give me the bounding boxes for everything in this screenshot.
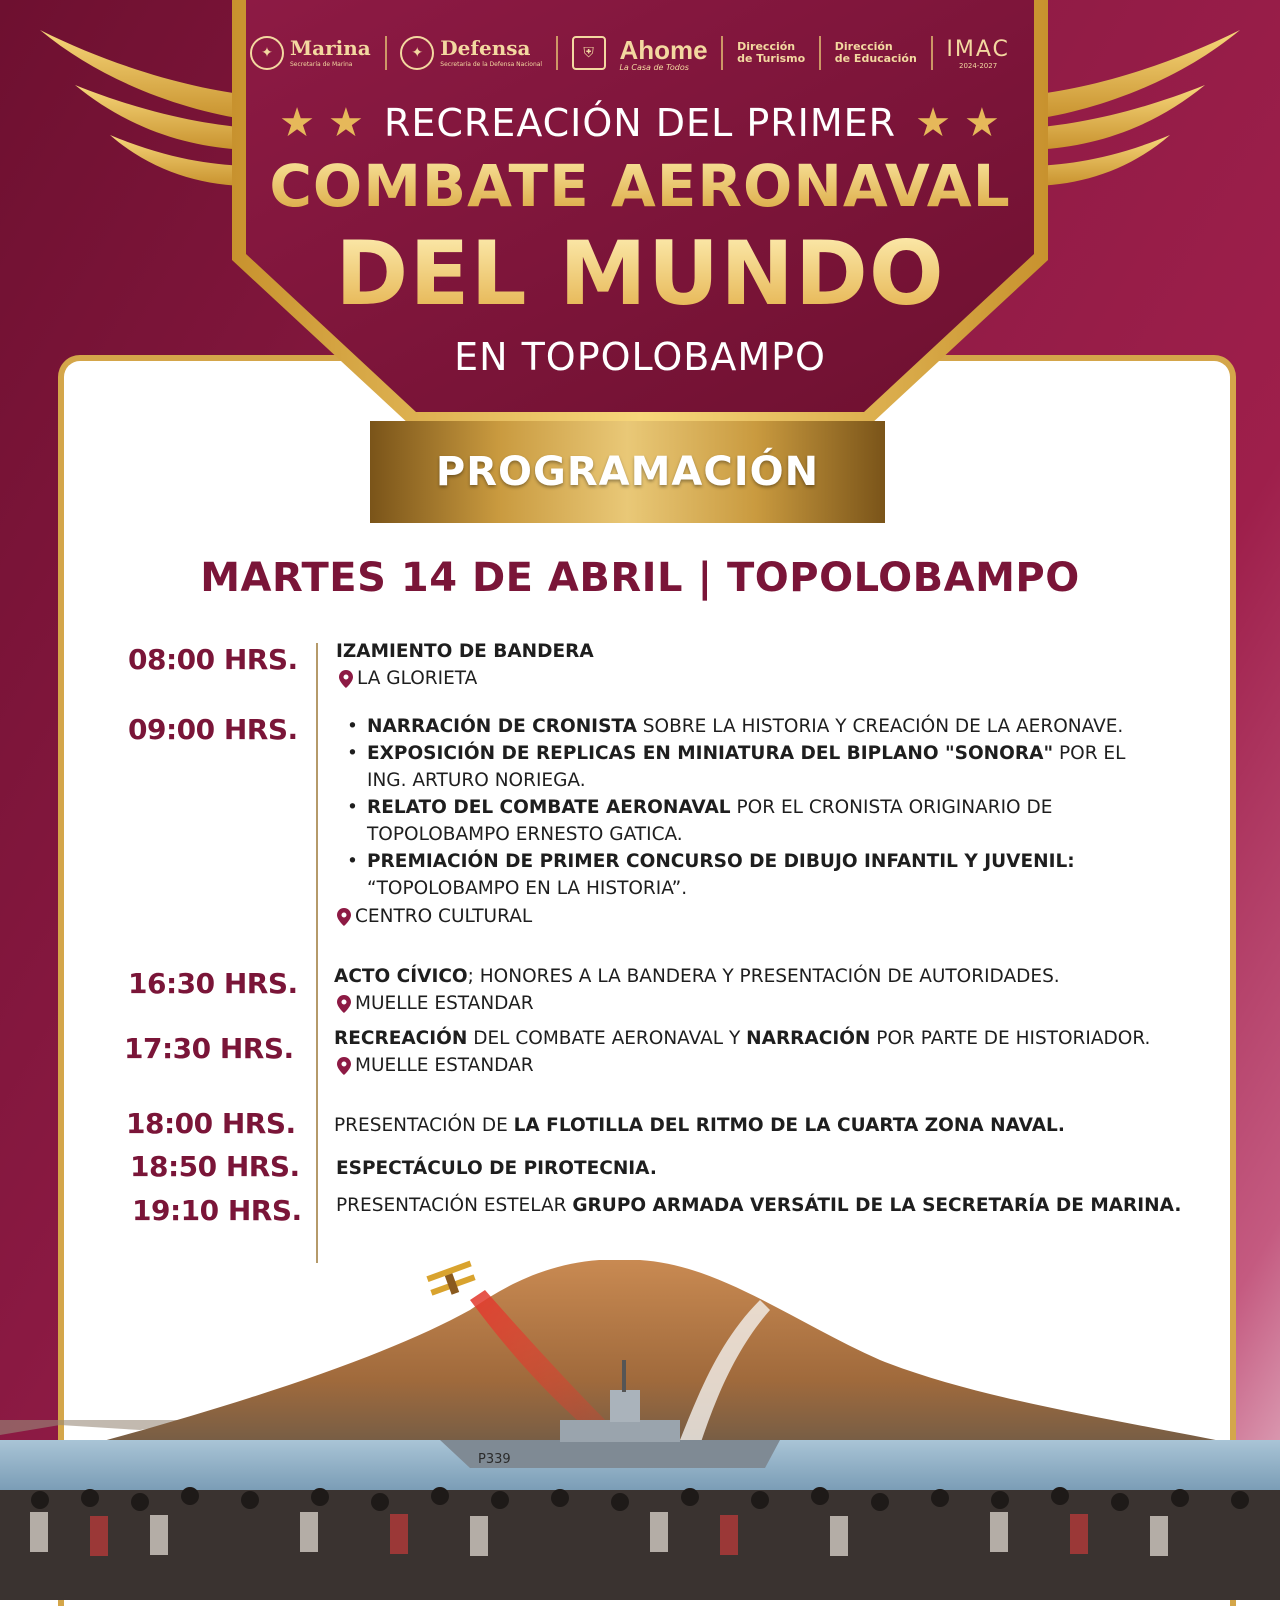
sponsor-logos — [250, 28, 1010, 78]
title-line-3: DEL MUNDO — [0, 222, 1280, 325]
title-line-2: COMBATE AERONAVAL — [0, 152, 1280, 220]
divider — [556, 36, 558, 70]
municipal-crest-icon: ⛨ — [572, 36, 606, 70]
eagle-seal-icon: ✦ — [250, 36, 284, 70]
divider — [931, 36, 933, 70]
event-time: 09:00 HRS. — [128, 713, 298, 746]
event-time: 16:30 HRS. — [128, 967, 298, 1000]
star-icon: ★ — [964, 100, 1001, 146]
programacion-banner: PROGRAMACIÓN — [370, 421, 885, 523]
event-title: ACTO CÍVICO; HONORES A LA BANDERA Y PRESENTACIÓN DE AUTORIDADES. — [334, 966, 1060, 987]
topolobampo-scene-illustration — [0, 1260, 1280, 1600]
event-location: MUELLE ESTANDAR — [337, 990, 534, 1017]
logo-ahome: Ahome La Casa de Todos — [619, 34, 708, 72]
divider — [385, 36, 387, 70]
timeline-divider — [316, 643, 318, 1263]
event-title: ESPECTÁCULO DE PIROTECNIA. — [336, 1158, 657, 1179]
location-pin-icon — [337, 995, 351, 1013]
divider — [721, 36, 723, 70]
event-time: 18:50 HRS. — [130, 1150, 300, 1183]
logo-imac: IMAC 2024-2027 — [946, 36, 1010, 70]
event-title: PRESENTACIÓN DE LA FLOTILLA DEL RITMO DE LA CUARTA ZONA NAVAL. — [334, 1115, 1065, 1136]
event-bullet-list — [345, 713, 1165, 902]
event-time: 19:10 HRS. — [132, 1194, 302, 1227]
event-location: LA GLORIETA — [339, 665, 477, 692]
event-location: CENTRO CULTURAL — [337, 903, 532, 930]
logo-defensa: ✦ Defensa Secretaría de la Defensa Nacional — [400, 36, 542, 70]
event-time: 18:00 HRS. — [126, 1107, 296, 1140]
star-icon: ★ — [328, 100, 365, 146]
ship-number: P339 — [478, 1452, 511, 1467]
biplane-icon — [426, 1261, 475, 1296]
list-item: • PREMIACIÓN DE PRIMER CONCURSO DE DIBUJO INFANTIL Y JUVENIL: “TOPOLOBAMPO EN LA HISTORIA”. — [345, 848, 1165, 902]
logo-turismo: Dirección de Turismo — [737, 39, 806, 65]
title-line-4: EN TOPOLOBAMPO — [454, 335, 826, 379]
event-time: 08:00 HRS. — [128, 643, 298, 676]
day-title: MARTES 14 DE ABRIL | TOPOLOBAMPO — [200, 555, 1080, 601]
logo-marina: ✦ Marina Secretaría de Marina — [250, 36, 371, 70]
star-icon: ★ — [915, 100, 952, 146]
location-pin-icon — [337, 908, 351, 926]
star-icon: ★ — [279, 100, 316, 146]
event-location: MUELLE ESTANDAR — [337, 1052, 534, 1079]
event-title: PRESENTACIÓN ESTELAR GRUPO ARMADA VERSÁTIL DE LA SECRETARÍA DE MARINA. — [336, 1195, 1182, 1216]
event-title: RECREACIÓN DEL COMBATE AERONAVAL Y NARRACIÓN POR PARTE DE HISTORIADOR. — [334, 1028, 1151, 1049]
event-time: 17:30 HRS. — [124, 1032, 294, 1065]
eagle-seal-icon: ✦ — [400, 36, 434, 70]
list-item: • EXPOSICIÓN DE REPLICAS EN MINIATURA DEL BIPLANO "SONORA" POR EL ING. ARTURO NORIEGA. — [345, 740, 1165, 794]
location-pin-icon — [339, 670, 353, 688]
event-title: IZAMIENTO DE BANDERA — [336, 641, 594, 662]
location-pin-icon — [337, 1057, 351, 1075]
logo-crest — [572, 36, 606, 70]
title-line-1: ★ ★ RECREACIÓN DEL PRIMER ★ ★ — [279, 100, 1001, 146]
divider — [819, 36, 821, 70]
list-item: • RELATO DEL COMBATE AERONAVAL POR EL CRONISTA ORIGINARIO DE TOPOLOBAMPO ERNESTO GATICA. — [345, 794, 1165, 848]
logo-educacion: Dirección de Educación — [834, 39, 917, 65]
list-item: • NARRACIÓN DE CRONISTA SOBRE LA HISTORIA Y CREACIÓN DE LA AERONAVE. — [345, 713, 1165, 740]
